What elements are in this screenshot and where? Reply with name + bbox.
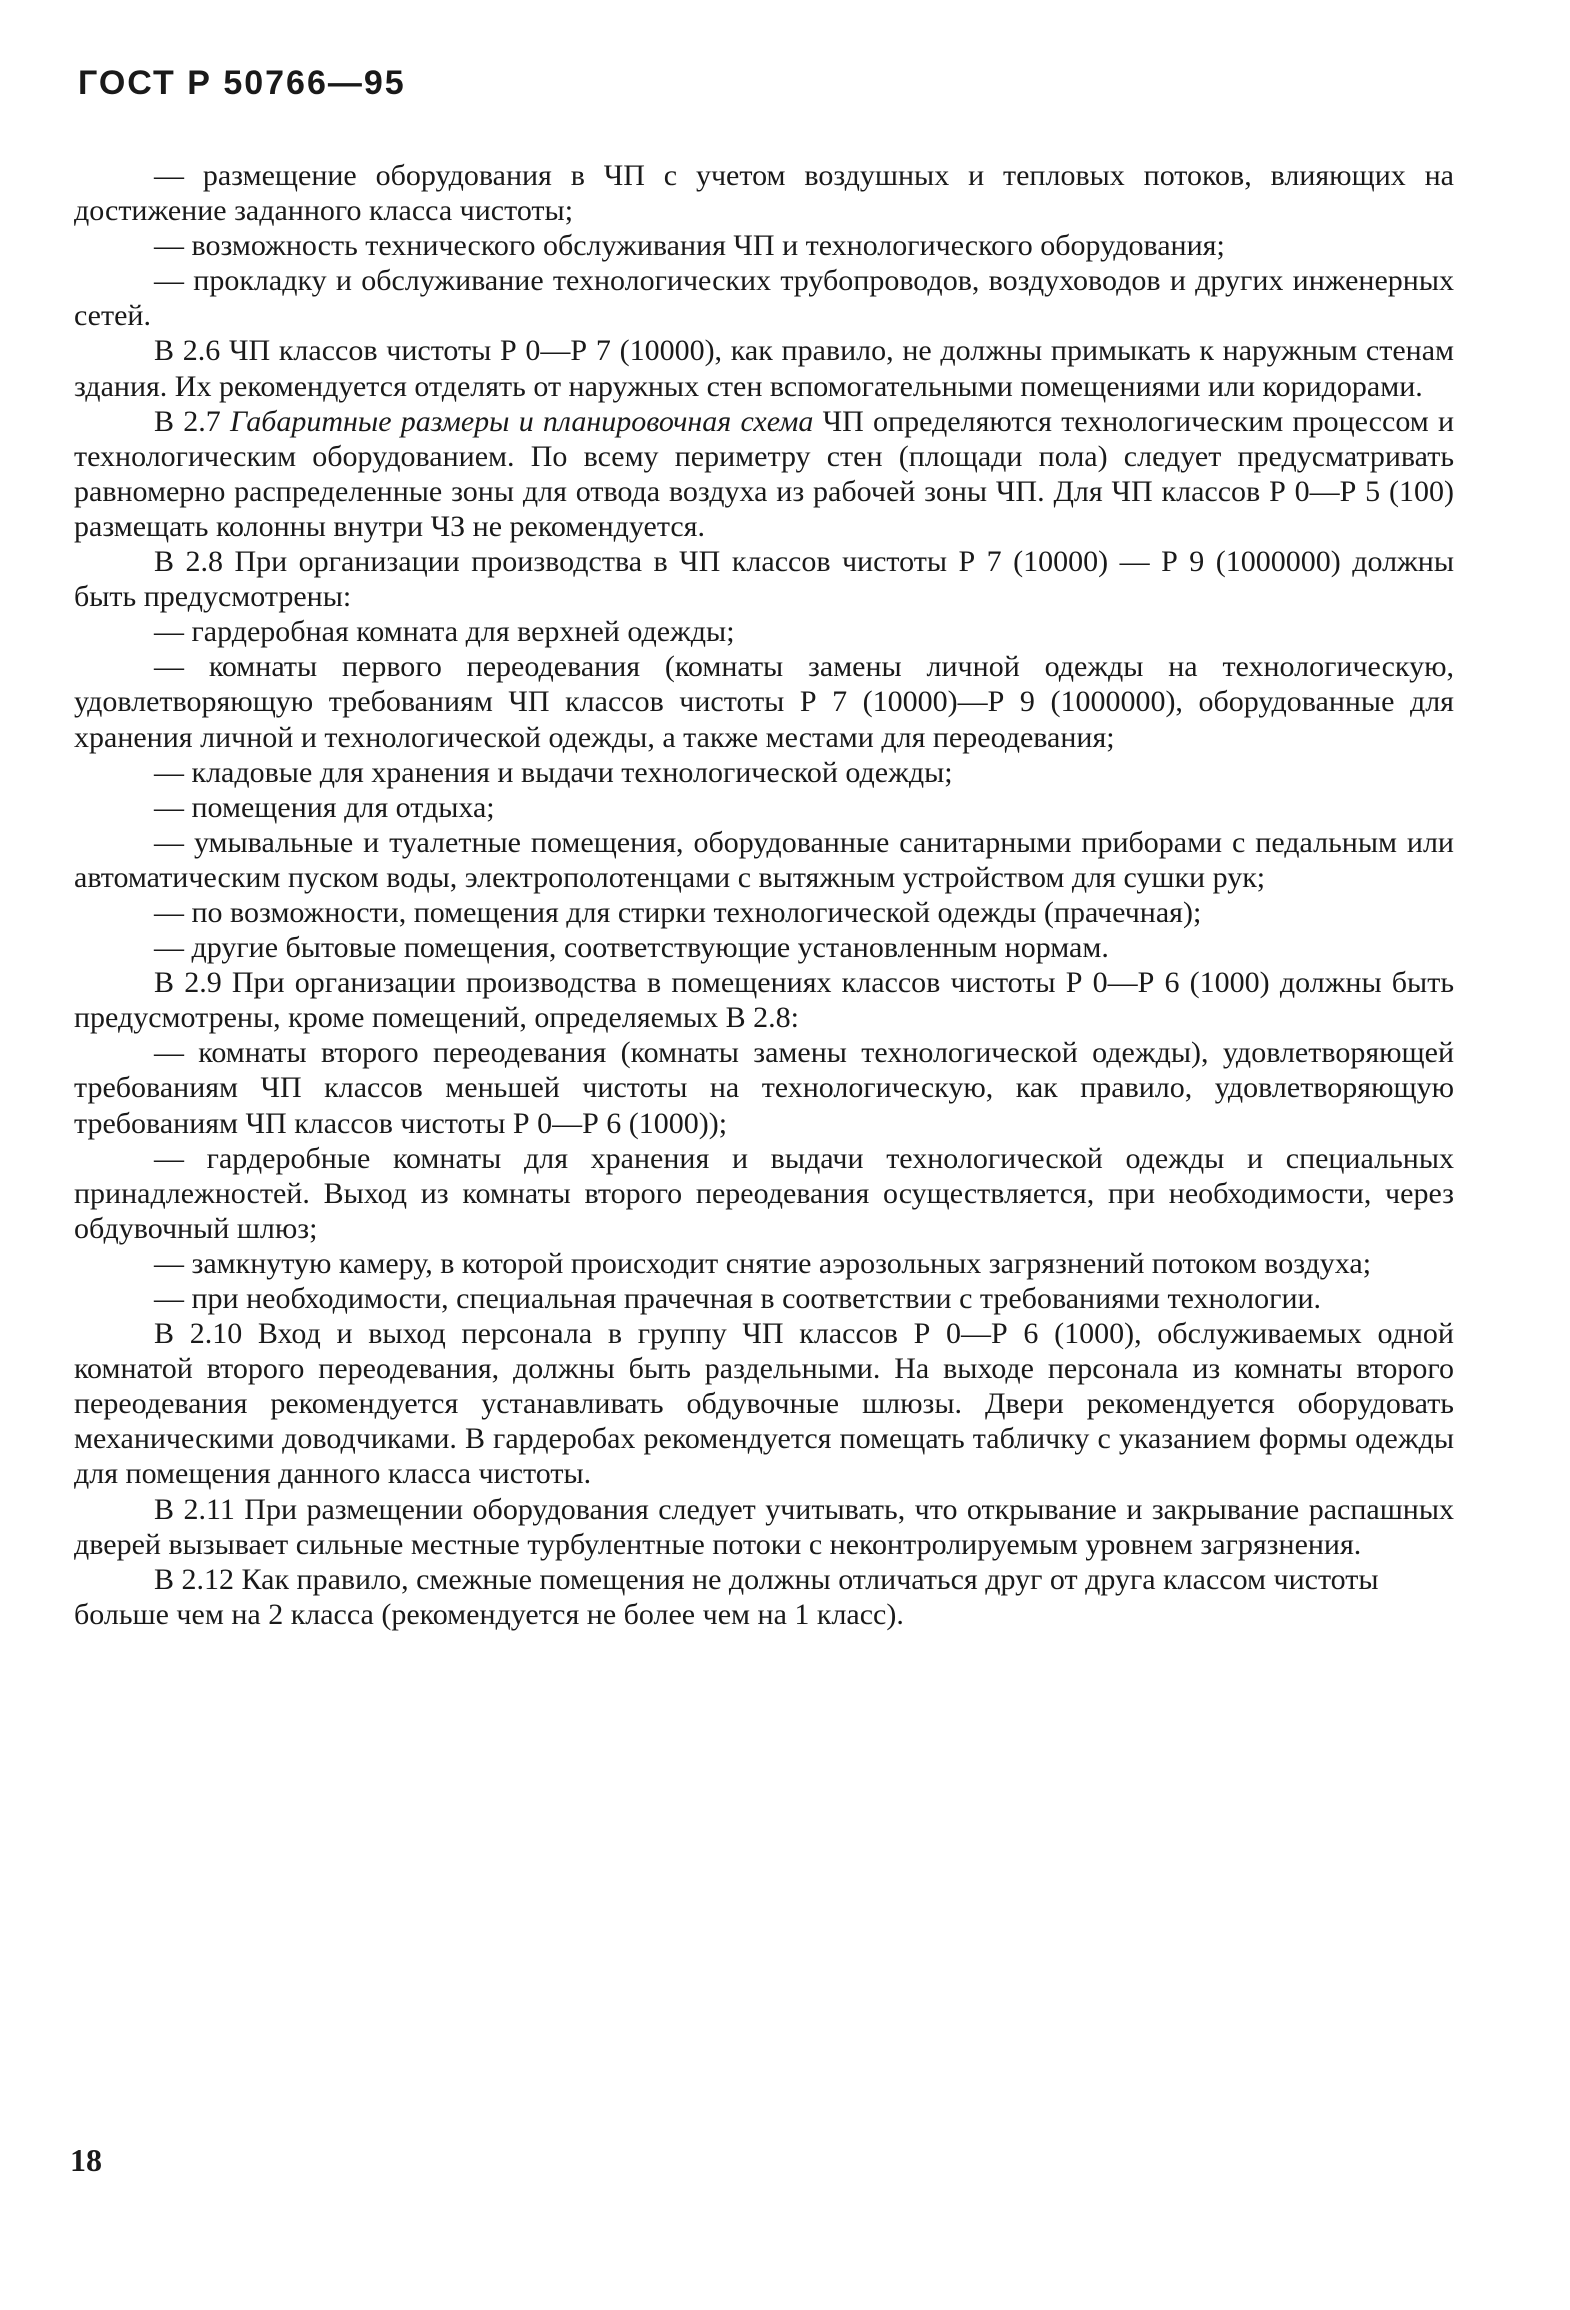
list-item: — при необходимости, специальная прачечная в соответствии с требованиями технологии. [154, 1282, 1322, 1315]
paragraph-b2-12: В 2.12 Как правило, смежные помещения не должны отличаться друг от друга классом чистоты больше чем на 2 класса (рекомендуется не более чем на 1 класс). [74, 1562, 1379, 1631]
paragraph-b2-8: В 2.8 При организации производства в ЧП классов чистоты Р 7 (10000) — Р 9 (1000000) должны быть предусмотрены: [74, 545, 1454, 614]
paragraph-b2-9: В 2.9 При организации производства в помещениях классов чистоты Р 0—Р 6 (1000) должны быть предусмотрены, кроме помещений, определяемых В 2.8: [74, 966, 1454, 1035]
paragraph-b2-7 [74, 404, 1454, 544]
paragraph-rest: ЧП определяются технологическим процессом и технологическим оборудованием. По всему периметру стен (площади пола) следует предусматривать равномерно распределенные зоны для отвода воздуха из рабочей зоны ЧП. Для ЧП классов Р 0—Р 5 (100) размещать колонны внутри ЧЗ не рекомендуется. [74, 404, 1455, 543]
document-code-header: ГОСТ Р 50766—95 [78, 64, 406, 102]
list-item: — другие бытовые помещения, соответствующие установленным нормам. [154, 931, 1109, 965]
list-item: — возможность технического обслуживания ЧП и технологического оборудования; [154, 229, 1225, 263]
body-text [74, 158, 1454, 1632]
page-number: 18 [70, 2142, 102, 2178]
list-item: — комнаты первого переодевания (комнаты замены личной одежды на технологическую, удовлетворяющую требованиям ЧП классов чистоты Р 7 (10000)—Р 9 (1000000), оборудованные для хранения личной и технологической одежды, а также местами для переодевания; [74, 650, 1454, 754]
list-item: — замкнутую камеру, в которой происходит снятие аэрозольных загрязнений потоком воздуха; [154, 1246, 1372, 1280]
list-item: — гардеробная комната для верхней одежды; [154, 615, 735, 649]
list-item: — умывальные и туалетные помещения, оборудованные санитарными приборами с педальным или автоматическим пуском воды, электрополотенцами с вытяжным устройством для сушки рук; [74, 825, 1454, 894]
list-item: — кладовые для хранения и выдачи технологической одежды; [154, 755, 953, 789]
italic-term: Габаритные размеры и планировочная схема [229, 404, 814, 438]
list-item: — прокладку и обслуживание технологических трубопроводов, воздуховодов и других инженерных сетей. [74, 264, 1454, 333]
list-item: — помещения для отдыха; [154, 790, 495, 824]
paragraph-b2-6: В 2.6 ЧП классов чистоты Р 0—Р 7 (10000), как правило, не должны примыкать к наружным стенам здания. Их рекомендуется отделять от наружных стен вспомогательными помещениями или коридорами. [74, 334, 1454, 403]
list-item: — размещение оборудования в ЧП с учетом воздушных и тепловых потоков, влияющих на достижение заданного класса чистоты; [74, 159, 1454, 228]
list-item: — гардеробные комнаты для хранения и выдачи технологической одежды и специальных принадлежностей. Выход из комнаты второго переодевания осуществляется, при необходимости, через обдувочный шлюз; [74, 1141, 1454, 1245]
list-item: — по возможности, помещения для стирки технологической одежды (прачечная); [154, 895, 1202, 929]
list-item: — комнаты второго переодевания (комнаты замены технологической одежды), удовлетворяющей требованиям ЧП классов меньшей чистоты на технологическую, как правило, удовлетворяющую требованиям ЧП классов чистоты Р 0—Р 6 (1000)); [74, 1036, 1454, 1140]
paragraph-lead: В 2.7 [154, 404, 230, 438]
paragraph-b2-11: В 2.11 При размещении оборудования следует учитывать, что открывание и закрывание распашных дверей вызывает сильные местные турбулентные потоки с неконтролируемым уровнем загрязнения. [74, 1492, 1454, 1561]
paragraph-b2-10: В 2.10 Вход и выход персонала в группу ЧП классов Р 0—Р 6 (1000), обслуживаемых одной комнатой второго переодевания, должны быть раздельными. На выходе персонала из комнаты второго переодевания рекомендуется устанавливать обдувочные шлюзы. Двери рекомендуется оборудовать механическими доводчиками. В гардеробах рекомендуется помещать табличку с указанием формы одежды для помещения данного класса чистоты. [74, 1317, 1454, 1491]
